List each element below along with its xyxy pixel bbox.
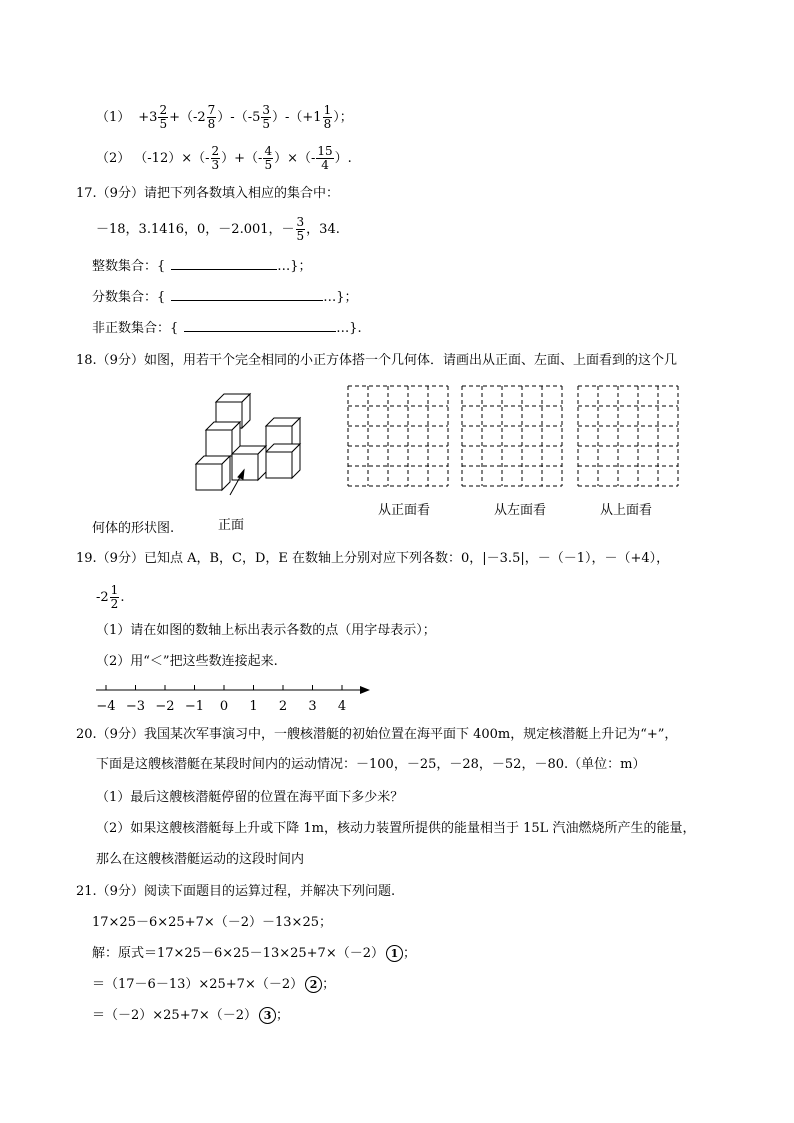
- fraction: [158, 104, 168, 131]
- q21-step1: [92, 944, 416, 964]
- denominator: 8: [207, 117, 216, 131]
- tick-label: 0: [219, 699, 229, 714]
- numerator: 1: [323, 103, 332, 117]
- answer-blank[interactable]: [171, 288, 323, 301]
- denominator: 5: [159, 117, 168, 131]
- q16-p1-c: ）-（-5: [217, 110, 261, 125]
- tick-label: −4: [96, 699, 116, 714]
- fraction: [263, 145, 273, 172]
- q18-heading: 18.（9分）如图，用若干个完全相同的小正方体搭一个几何体．请画出从正面、左面、上面看到的这个几: [76, 353, 677, 368]
- fraction: [296, 216, 306, 243]
- q19-heading: 19.（9分）已知点 A，B，C，D，E 在数轴上分别对应下列各数：0，|－3.5|，－（－1），－（+4），: [76, 551, 670, 566]
- tick-label: −3: [125, 699, 146, 714]
- denominator: 3: [211, 158, 220, 172]
- q17-integer-set: [92, 257, 312, 277]
- step-text: ＝（17－6－13）×25+7×（－2）: [92, 977, 304, 992]
- step-text: ＝（－2）×25+7×（－2）: [92, 1008, 258, 1023]
- dashed-grid: [576, 384, 680, 488]
- set-end: …}.: [336, 321, 362, 336]
- numerator: 2: [159, 103, 168, 117]
- q16-p2-prefix: （2）: [96, 151, 131, 166]
- cube-solid-figure: [190, 388, 320, 500]
- step-end: ；: [403, 946, 417, 961]
- q16-p2-c: ）×（-: [274, 151, 316, 166]
- answer-blank[interactable]: [184, 319, 336, 332]
- front-view-label: 正面: [218, 518, 245, 533]
- numerator: 2: [211, 144, 220, 158]
- q16-p1-prefix: （1）: [96, 110, 131, 125]
- q17-numbers-a: －18，3.1416，0，－2.001，－: [96, 222, 295, 237]
- tick-label: −2: [155, 699, 175, 714]
- numerator: 3: [296, 215, 305, 229]
- tick-label: 4: [337, 699, 347, 714]
- step-end: ；: [276, 1008, 290, 1023]
- axis-arrow: [360, 686, 370, 694]
- q16-p1-b: +（-2: [169, 110, 206, 125]
- q16-p1-d: ）-（+1: [272, 110, 322, 125]
- q17-numbers-b: ，34.: [306, 222, 340, 237]
- q21-expression: 17×25－6×25+7×（－2）－13×25；: [92, 915, 332, 930]
- fraction: [211, 145, 221, 172]
- q20-line2: 下面是这艘核潜艇在某段时间内的运动情况：－100，－25，－28，－52，－80.（单位：m）: [96, 757, 646, 772]
- dashed-grid: [346, 384, 450, 488]
- circled-number: 3: [259, 1007, 276, 1024]
- denominator: 5: [262, 117, 270, 131]
- denominator: 5: [296, 229, 305, 243]
- q19-part1: （1）请在如图的数轴上标出表示各数的点（用字母表示）；: [96, 623, 436, 638]
- denominator: 5: [264, 158, 273, 172]
- set-label: 整数集合：{: [92, 259, 166, 274]
- fraction: [207, 104, 217, 131]
- cube-front-face: [266, 452, 292, 478]
- top-view-caption: 从上面看: [600, 503, 653, 518]
- tick-label: 3: [308, 699, 317, 714]
- circled-number: 2: [305, 976, 322, 993]
- set-label: 分数集合：{: [92, 290, 166, 305]
- circled-number: 1: [386, 945, 403, 962]
- q16-p2-d: ）.: [334, 151, 352, 166]
- step-end: ；: [322, 977, 336, 992]
- q21-step3: [92, 1006, 289, 1026]
- q18-tail: 何体的形状图.: [92, 521, 175, 536]
- numerator: 15: [317, 144, 333, 158]
- q20-part2: （2）如果这艘核潜艇每上升或下降 1m，核动力装置所提供的能量相当于 15L 汽油燃烧所产生的能量，: [96, 821, 696, 836]
- fraction: [261, 104, 271, 131]
- tick-label: 2: [278, 699, 288, 714]
- grid-left: [460, 384, 564, 492]
- q21-heading: 21.（9分）阅读下面题目的运算过程，并解决下列问题.: [76, 884, 396, 899]
- numerator: 3: [262, 103, 270, 117]
- q19-last-number: [96, 584, 124, 611]
- numerator: 7: [207, 103, 216, 117]
- q16-part2: [96, 145, 352, 172]
- q16-p2-a: （-12）×（-: [134, 151, 210, 166]
- step-text: 解：原式＝17×25－6×25－13×25+7×（－2）: [92, 946, 384, 961]
- tick-label: 1: [249, 699, 258, 714]
- q17-fraction-set: [92, 288, 358, 308]
- last-number-int: -2: [96, 590, 109, 605]
- q16-p1-a: +3: [138, 110, 158, 125]
- cube-front-face: [196, 464, 222, 490]
- denominator: 4: [321, 158, 329, 172]
- dashed-grid: [460, 384, 564, 488]
- set-end: …}；: [277, 259, 312, 274]
- denominator: 8: [323, 117, 332, 131]
- grid-front: [346, 384, 450, 492]
- last-number-end: .: [120, 590, 125, 605]
- cube-front-face: [206, 430, 232, 456]
- numerator: 4: [264, 144, 273, 158]
- fraction: [110, 584, 120, 611]
- cube-front-face: [232, 454, 258, 480]
- q20-line1: 20.（9分）我国某次军事演习中，一艘核潜艇的初始位置在海平面下 400m，规定核潜艇上升记为“+”，: [76, 727, 678, 742]
- q16-p1-e: ）；: [333, 110, 353, 125]
- set-label: 非正数集合：{: [92, 321, 179, 336]
- q20-part3: 那么在这艘核潜艇运动的这段时间内: [96, 852, 305, 867]
- q21-step2: [92, 975, 335, 995]
- q16-part1: [96, 104, 353, 131]
- set-end: …}；: [323, 290, 358, 305]
- q17-nonpositive-set: [92, 319, 362, 339]
- fraction: [323, 104, 333, 131]
- q16-p2-b: ）+（-: [221, 151, 263, 166]
- number-line[interactable]: [92, 680, 382, 720]
- numerator: 1: [110, 583, 119, 597]
- q17-numbers: [96, 216, 340, 243]
- front-view-caption: 从正面看: [378, 503, 431, 518]
- grid-top: [576, 384, 680, 492]
- tick-label: −1: [184, 699, 205, 714]
- answer-blank[interactable]: [171, 257, 277, 270]
- denominator: 2: [110, 597, 119, 611]
- q20-part1: （1）最后这艘核潜艇停留的位置在海平面下多少米？: [96, 790, 404, 805]
- q17-heading: 17.（9分）请把下列各数填入相应的集合中：: [76, 186, 339, 201]
- q19-part2: （2）用“＜”把这些数连接起来.: [96, 654, 278, 669]
- fraction: [316, 145, 333, 172]
- left-view-caption: 从左面看: [494, 503, 547, 518]
